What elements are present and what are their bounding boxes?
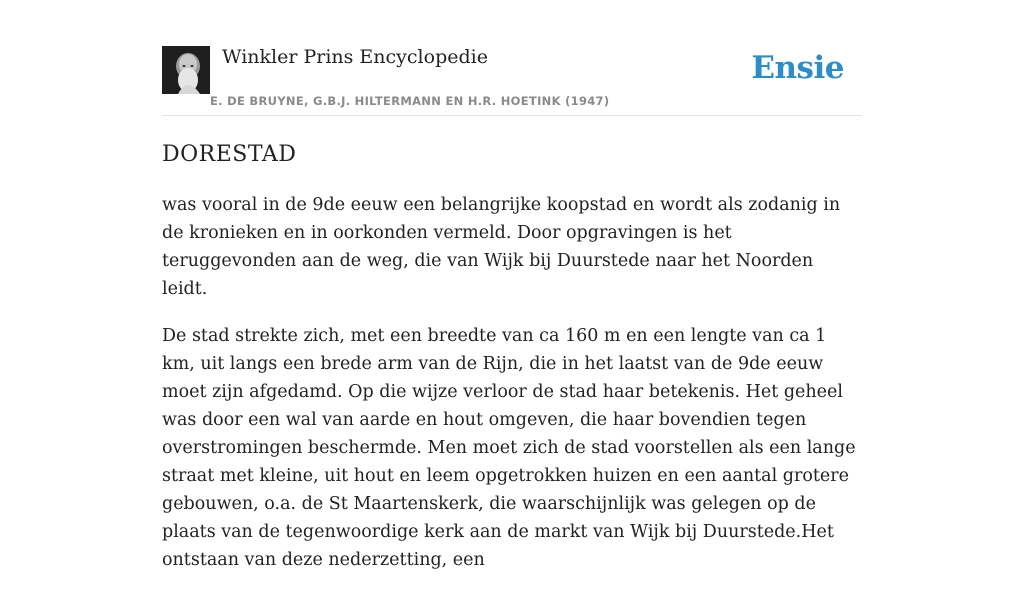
source-authors: E. DE BRUYNE, G.B.J. HILTERMANN EN H.R. HOETINK (1947) xyxy=(210,94,610,108)
article-card xyxy=(162,0,862,593)
article-title: DORESTAD xyxy=(162,142,297,167)
article-paragraph: De stad strekte zich, met een breedte van ca 160 m en een lengte van ca 1 km, uit langs een brede arm van de Rijn, die in het laatst van de 9de eeuw moet zijn afgedamd. Op die wijze verloor de stad haar betekenis. Het geheel was door een wal van aarde en hout omgeven, die haar bovendien tegen overstromingen beschermde. Men moet zich de stad voorstellen als een lange straat met kleine, uit hout en leem opgetrokken huizen en een aantal grotere gebouwen, o.a. de St Maartenskerk, die waarschijnlijk was gelegen op de plaats van de tegenwoordige kerk aan de markt van Wijk bij Duurstede.Het ontstaan van deze nederzetting, een xyxy=(162,326,856,570)
source-title[interactable]: Winkler Prins Encyclopedie xyxy=(222,46,488,68)
ensie-logo[interactable]: Ensie xyxy=(751,50,844,86)
article-paragraph: was vooral in de 9de eeuw een belangrijke koopstad en wordt als zodanig in de kronieken en in oorkonden vermeld. Door opgravingen is het teruggevonden aan de weg, die van Wijk bij Duurstede naar het Noorden leidt. xyxy=(162,195,841,299)
article-body xyxy=(162,191,862,574)
source-header xyxy=(162,0,862,116)
portrait-avatar-icon[interactable] xyxy=(162,46,210,94)
